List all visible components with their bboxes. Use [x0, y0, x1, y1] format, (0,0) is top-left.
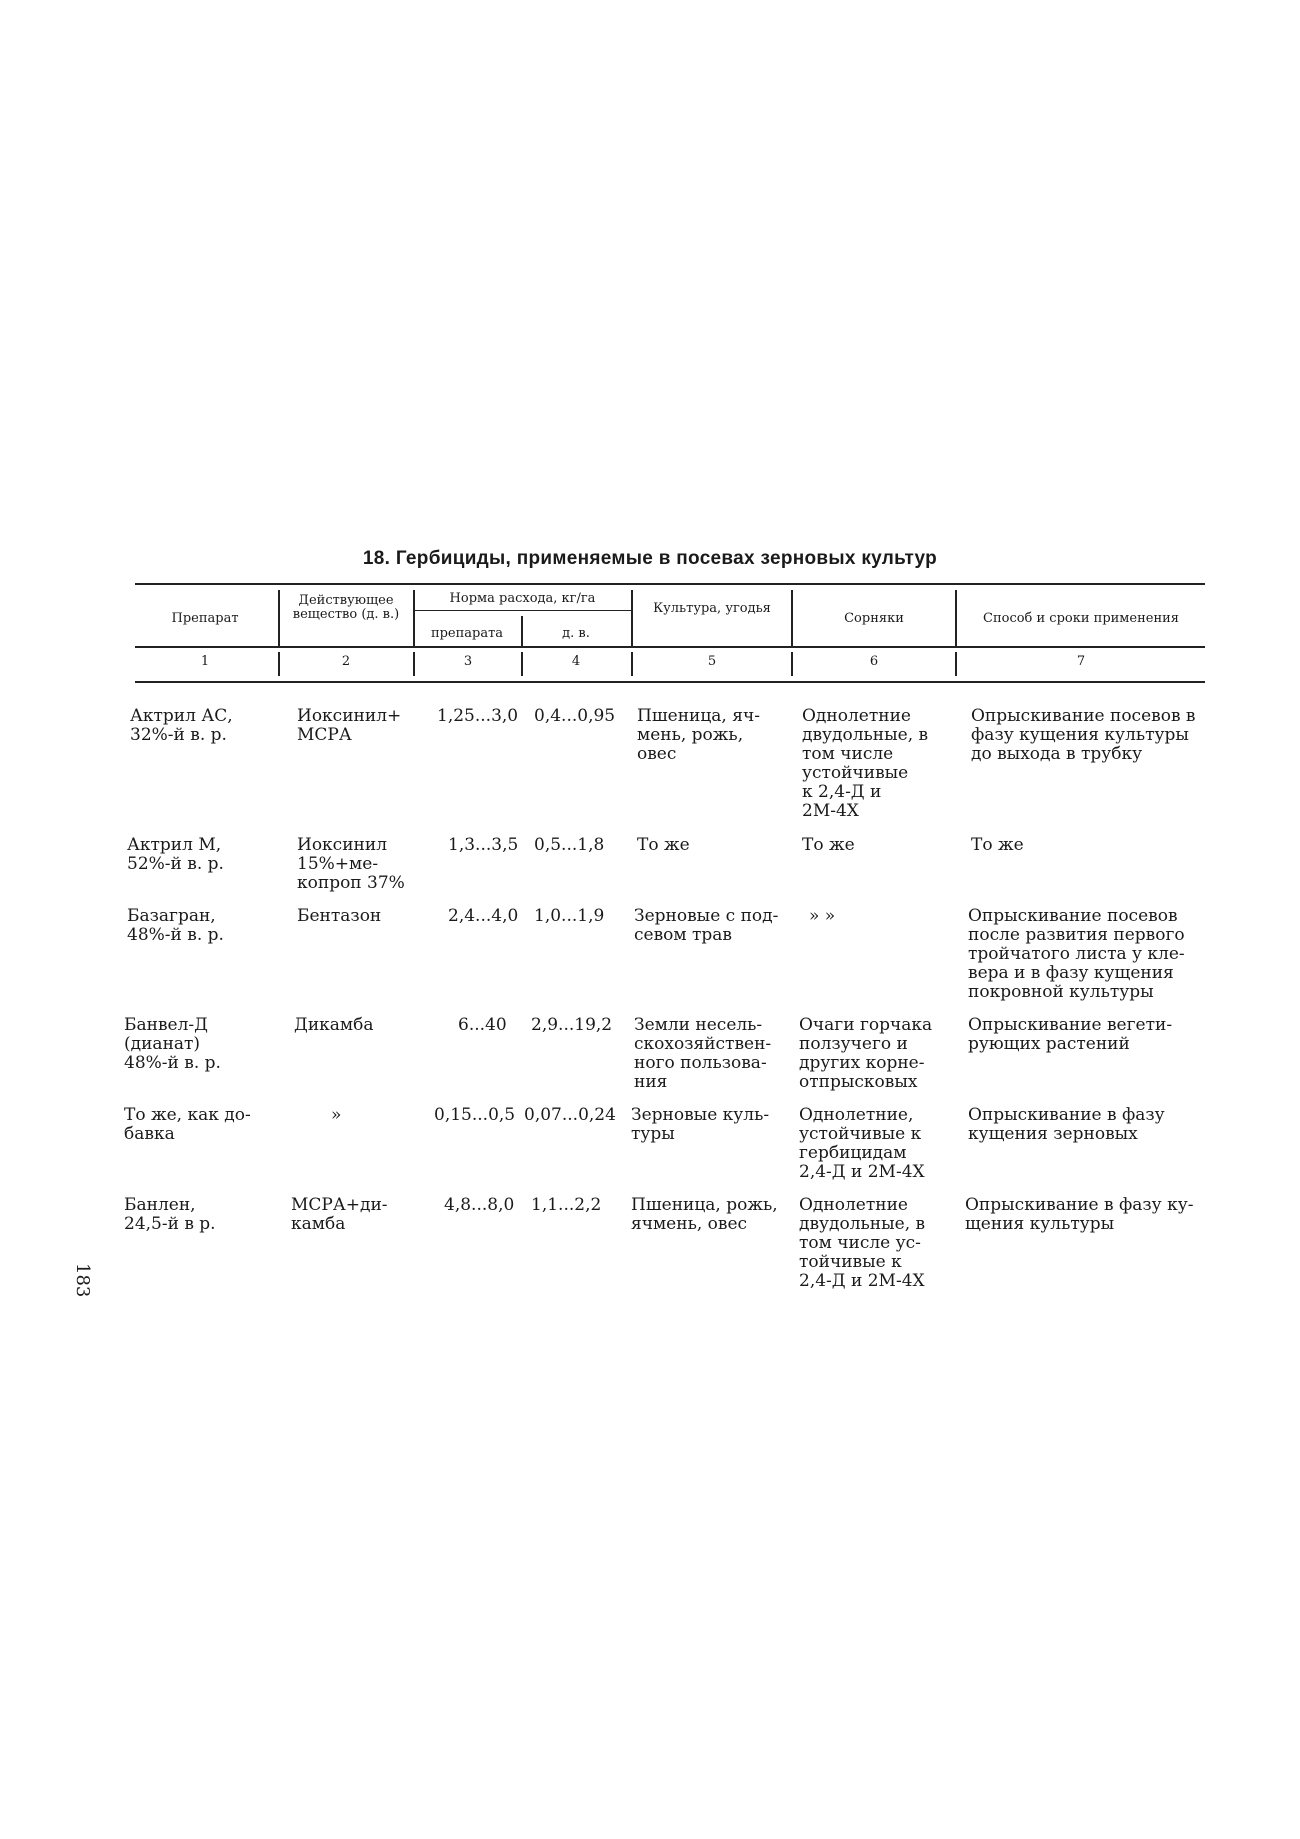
table-cell-weeds: Очаги горчака ползучего и других корне- отпрысковых [799, 1015, 933, 1092]
table-cell-preparat: То же, как до- бавка [124, 1105, 251, 1144]
header-separator [521, 616, 523, 646]
number-separator [955, 652, 957, 676]
header-norm: Норма расхода, кг/га [449, 591, 596, 606]
table-cell-culture: Земли несель- скохозяйствен- ного пользова- ния [634, 1015, 772, 1092]
table-cell-culture: Зерновые куль- туры [631, 1105, 770, 1144]
column-number: 7 [1076, 654, 1086, 669]
table-cell-norm-prep: 1,25...3,0 [437, 706, 519, 726]
header-bottom-rule [135, 646, 1205, 648]
table-cell-weeds: » » [809, 906, 836, 926]
table-cell-substance: МСРА+ди- камба [291, 1195, 388, 1234]
header-substance: Действующее вещество (д. в.) [292, 593, 400, 622]
header-separator [791, 590, 793, 646]
header-method: Способ и сроки применения [983, 611, 1179, 626]
table-cell-weeds: Однолетние двудольные, в том числе ус- тойчивые к 2,4-Д и 2М-4Х [799, 1195, 926, 1291]
header-norm-preparation: препарата [430, 626, 504, 641]
table-cell-method: Опрыскивание в фазу кущения зерновых [968, 1105, 1165, 1144]
column-number: 1 [200, 654, 210, 669]
column-number: 6 [869, 654, 879, 669]
number-separator [631, 652, 633, 676]
table-title: 18. Гербициды, применяемые в посевах зерновых культур [362, 548, 938, 569]
table-cell-norm-dv: 2,9...19,2 [531, 1015, 613, 1035]
header-weeds: Сорняки [844, 611, 904, 626]
norm-group-rule [413, 610, 631, 611]
table-cell-method: Опрыскивание в фазу ку- щения культуры [965, 1195, 1194, 1234]
number-separator [791, 652, 793, 676]
table-cell-norm-dv: 0,5...1,8 [534, 835, 605, 855]
table-cell-norm-dv: 0,4...0,95 [534, 706, 616, 726]
header-separator [278, 590, 280, 646]
table-cell-substance: Иоксинил+ МСРА [297, 706, 402, 745]
column-number: 3 [463, 654, 473, 669]
number-separator [413, 652, 415, 676]
table-cell-weeds: То же [802, 835, 855, 855]
table-cell-preparat: Актрил АС, 32%-й в. р. [130, 706, 233, 745]
number-separator [521, 652, 523, 676]
table-cell-norm-dv: 0,07...0,24 [524, 1105, 616, 1125]
table-cell-norm-prep: 0,15...0,5 [434, 1105, 516, 1125]
table-cell-culture: Пшеница, рожь, ячмень, овес [631, 1195, 778, 1234]
table-cell-norm-dv: 1,1...2,2 [531, 1195, 602, 1215]
table-cell-preparat: Актрил М, 52%-й в. р. [127, 835, 224, 874]
table-cell-culture: Зерновые с под- севом трав [634, 906, 779, 945]
column-number: 4 [571, 654, 581, 669]
table-cell-culture: То же [637, 835, 690, 855]
table-cell-norm-prep: 2,4...4,0 [448, 906, 519, 926]
table-cell-method: То же [971, 835, 1024, 855]
table-cell-culture: Пшеница, яч- мень, рожь, овес [637, 706, 760, 764]
table-cell-norm-prep: 4,8...8,0 [444, 1195, 515, 1215]
table-cell-norm-dv: 1,0...1,9 [534, 906, 605, 926]
page-number: 183 [72, 1263, 93, 1298]
header-separator [631, 590, 633, 646]
table-cell-substance: » [331, 1105, 342, 1125]
header-norm-active-substance: д. в. [562, 626, 590, 641]
table-cell-weeds: Однолетние, устойчивые к гербицидам 2,4-Д и 2М-4Х [799, 1105, 925, 1182]
header-culture: Культура, угодья [653, 601, 771, 616]
table-cell-method: Опрыскивание посевов после развития первого тройчатого листа у кле- вера и в фазу кущения покровной культуры [968, 906, 1185, 1002]
numbers-bottom-rule [135, 681, 1205, 683]
table-cell-method: Опрыскивание вегети- рующих растений [968, 1015, 1173, 1054]
table-top-rule [135, 583, 1205, 585]
table-cell-substance: Дикамба [294, 1015, 374, 1035]
table-cell-method: Опрыскивание посевов в фазу кущения культуры до выхода в трубку [971, 706, 1196, 764]
header-separator [955, 590, 957, 646]
column-number: 5 [707, 654, 717, 669]
table-cell-preparat: Базагран, 48%-й в. р. [127, 906, 224, 945]
column-number: 2 [341, 654, 351, 669]
table-cell-norm-prep: 1,3...3,5 [448, 835, 519, 855]
header-preparat: Препарат [171, 611, 239, 626]
number-separator [278, 652, 280, 676]
table-cell-substance: Бентазон [297, 906, 382, 926]
table-cell-weeds: Однолетние двудольные, в том числе устойчивые к 2,4-Д и 2М-4Х [802, 706, 929, 821]
table-cell-preparat: Банвел-Д (дианат) 48%-й в. р. [124, 1015, 221, 1073]
table-cell-norm-prep: 6...40 [458, 1015, 507, 1035]
table-cell-preparat: Банлен, 24,5-й в р. [124, 1195, 216, 1234]
table-cell-substance: Иоксинил 15%+ме- копроп 37% [297, 835, 405, 893]
